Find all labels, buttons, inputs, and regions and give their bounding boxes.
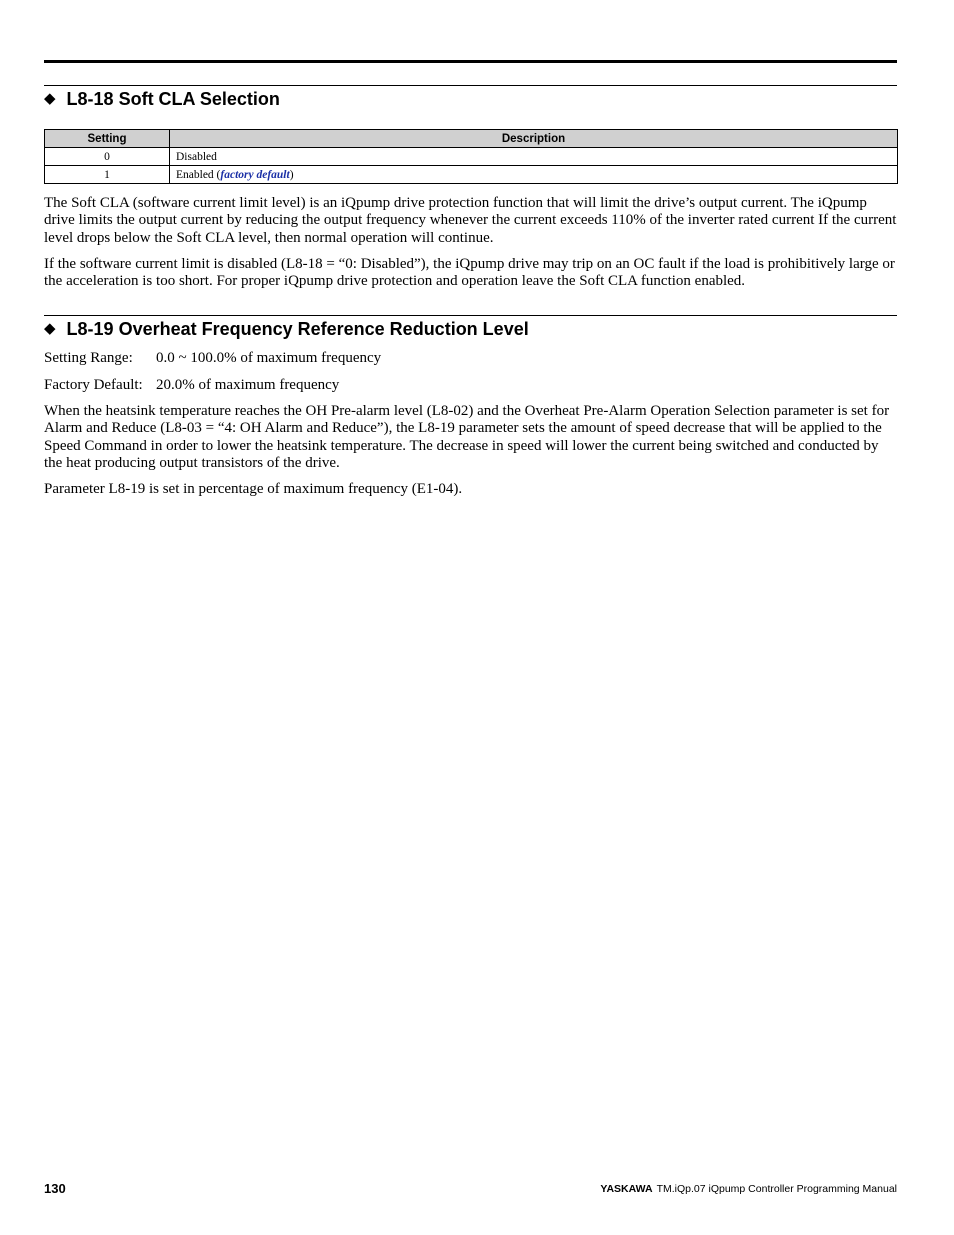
table-header-row: [45, 130, 898, 148]
settings-table: [44, 129, 898, 184]
table-row: [45, 148, 898, 166]
setting-range-value: 0.0 ~ 100.0% of maximum frequency: [156, 350, 382, 366]
brand-name: YASKAWA: [600, 1183, 653, 1195]
section-title: L8-18 Soft CLA Selection: [66, 89, 280, 109]
description-prefix: Enabled (: [176, 168, 221, 181]
section-divider: [44, 315, 897, 316]
body-paragraph: Parameter L8-19 is set in percentage of maximum frequency (E1-04).: [44, 481, 463, 497]
description-cell: Disabled: [170, 148, 898, 166]
column-header-setting: Setting: [45, 130, 170, 148]
diamond-icon: ◆: [44, 320, 56, 337]
body-paragraph: If the software current limit is disabled (L8-18 = “0: Disabled”), the iQpump drive may trip on an OC fault if the load is prohibitively large or the acceleration is too short. For proper iQpump drive protection and operation leave the Soft CLA function enabled.: [44, 256, 895, 290]
factory-default-label: Factory Default:: [44, 377, 143, 393]
footer-manual-title: [600, 1183, 897, 1195]
manual-title: TM.iQp.07 iQpump Controller Programming Manual: [656, 1183, 897, 1195]
setting-range-label: Setting Range:: [44, 350, 133, 366]
top-rule: [44, 60, 897, 63]
section-heading: [44, 88, 280, 110]
column-header-description: Description: [170, 130, 898, 148]
body-paragraph: The Soft CLA (software current limit level) is an iQpump drive protection function that will limit the drive’s output current. The iQpump drive limits the output current by reducing the output frequency whenever the current exceeds 110% of the inverter rated current If the current level drops below the Soft CLA level, then normal operation will continue.: [44, 195, 897, 246]
section-divider: [44, 85, 897, 86]
setting-cell: 1: [45, 166, 170, 184]
section-heading: [44, 318, 529, 340]
diamond-icon: ◆: [44, 90, 56, 107]
table-row: [45, 166, 898, 184]
factory-default-value: 20.0% of maximum frequency: [156, 377, 340, 393]
page-number: 130: [44, 1181, 66, 1196]
setting-range: [44, 350, 381, 367]
description-cell: [170, 166, 898, 184]
factory-default: [44, 377, 339, 394]
section-title: L8-19 Overheat Frequency Reference Reduction Level: [66, 319, 529, 339]
body-paragraph: When the heatsink temperature reaches the OH Pre-alarm level (L8-02) and the Overheat Pre-Alarm Operation Selection parameter is set for Alarm and Reduce (L8-03 = “4: OH Alarm and Reduce”), the L8-19 parameter sets the amount of speed decrease that will be applied to the Speed Command in order to lower the heatsink temperature. The decrease in speed will lower the current being switched and conducted by the heat producing output transistors of the drive.: [44, 403, 890, 471]
factory-default-emphasis: factory default: [220, 168, 290, 181]
setting-cell: 0: [45, 148, 170, 166]
description-suffix: ): [289, 168, 294, 181]
